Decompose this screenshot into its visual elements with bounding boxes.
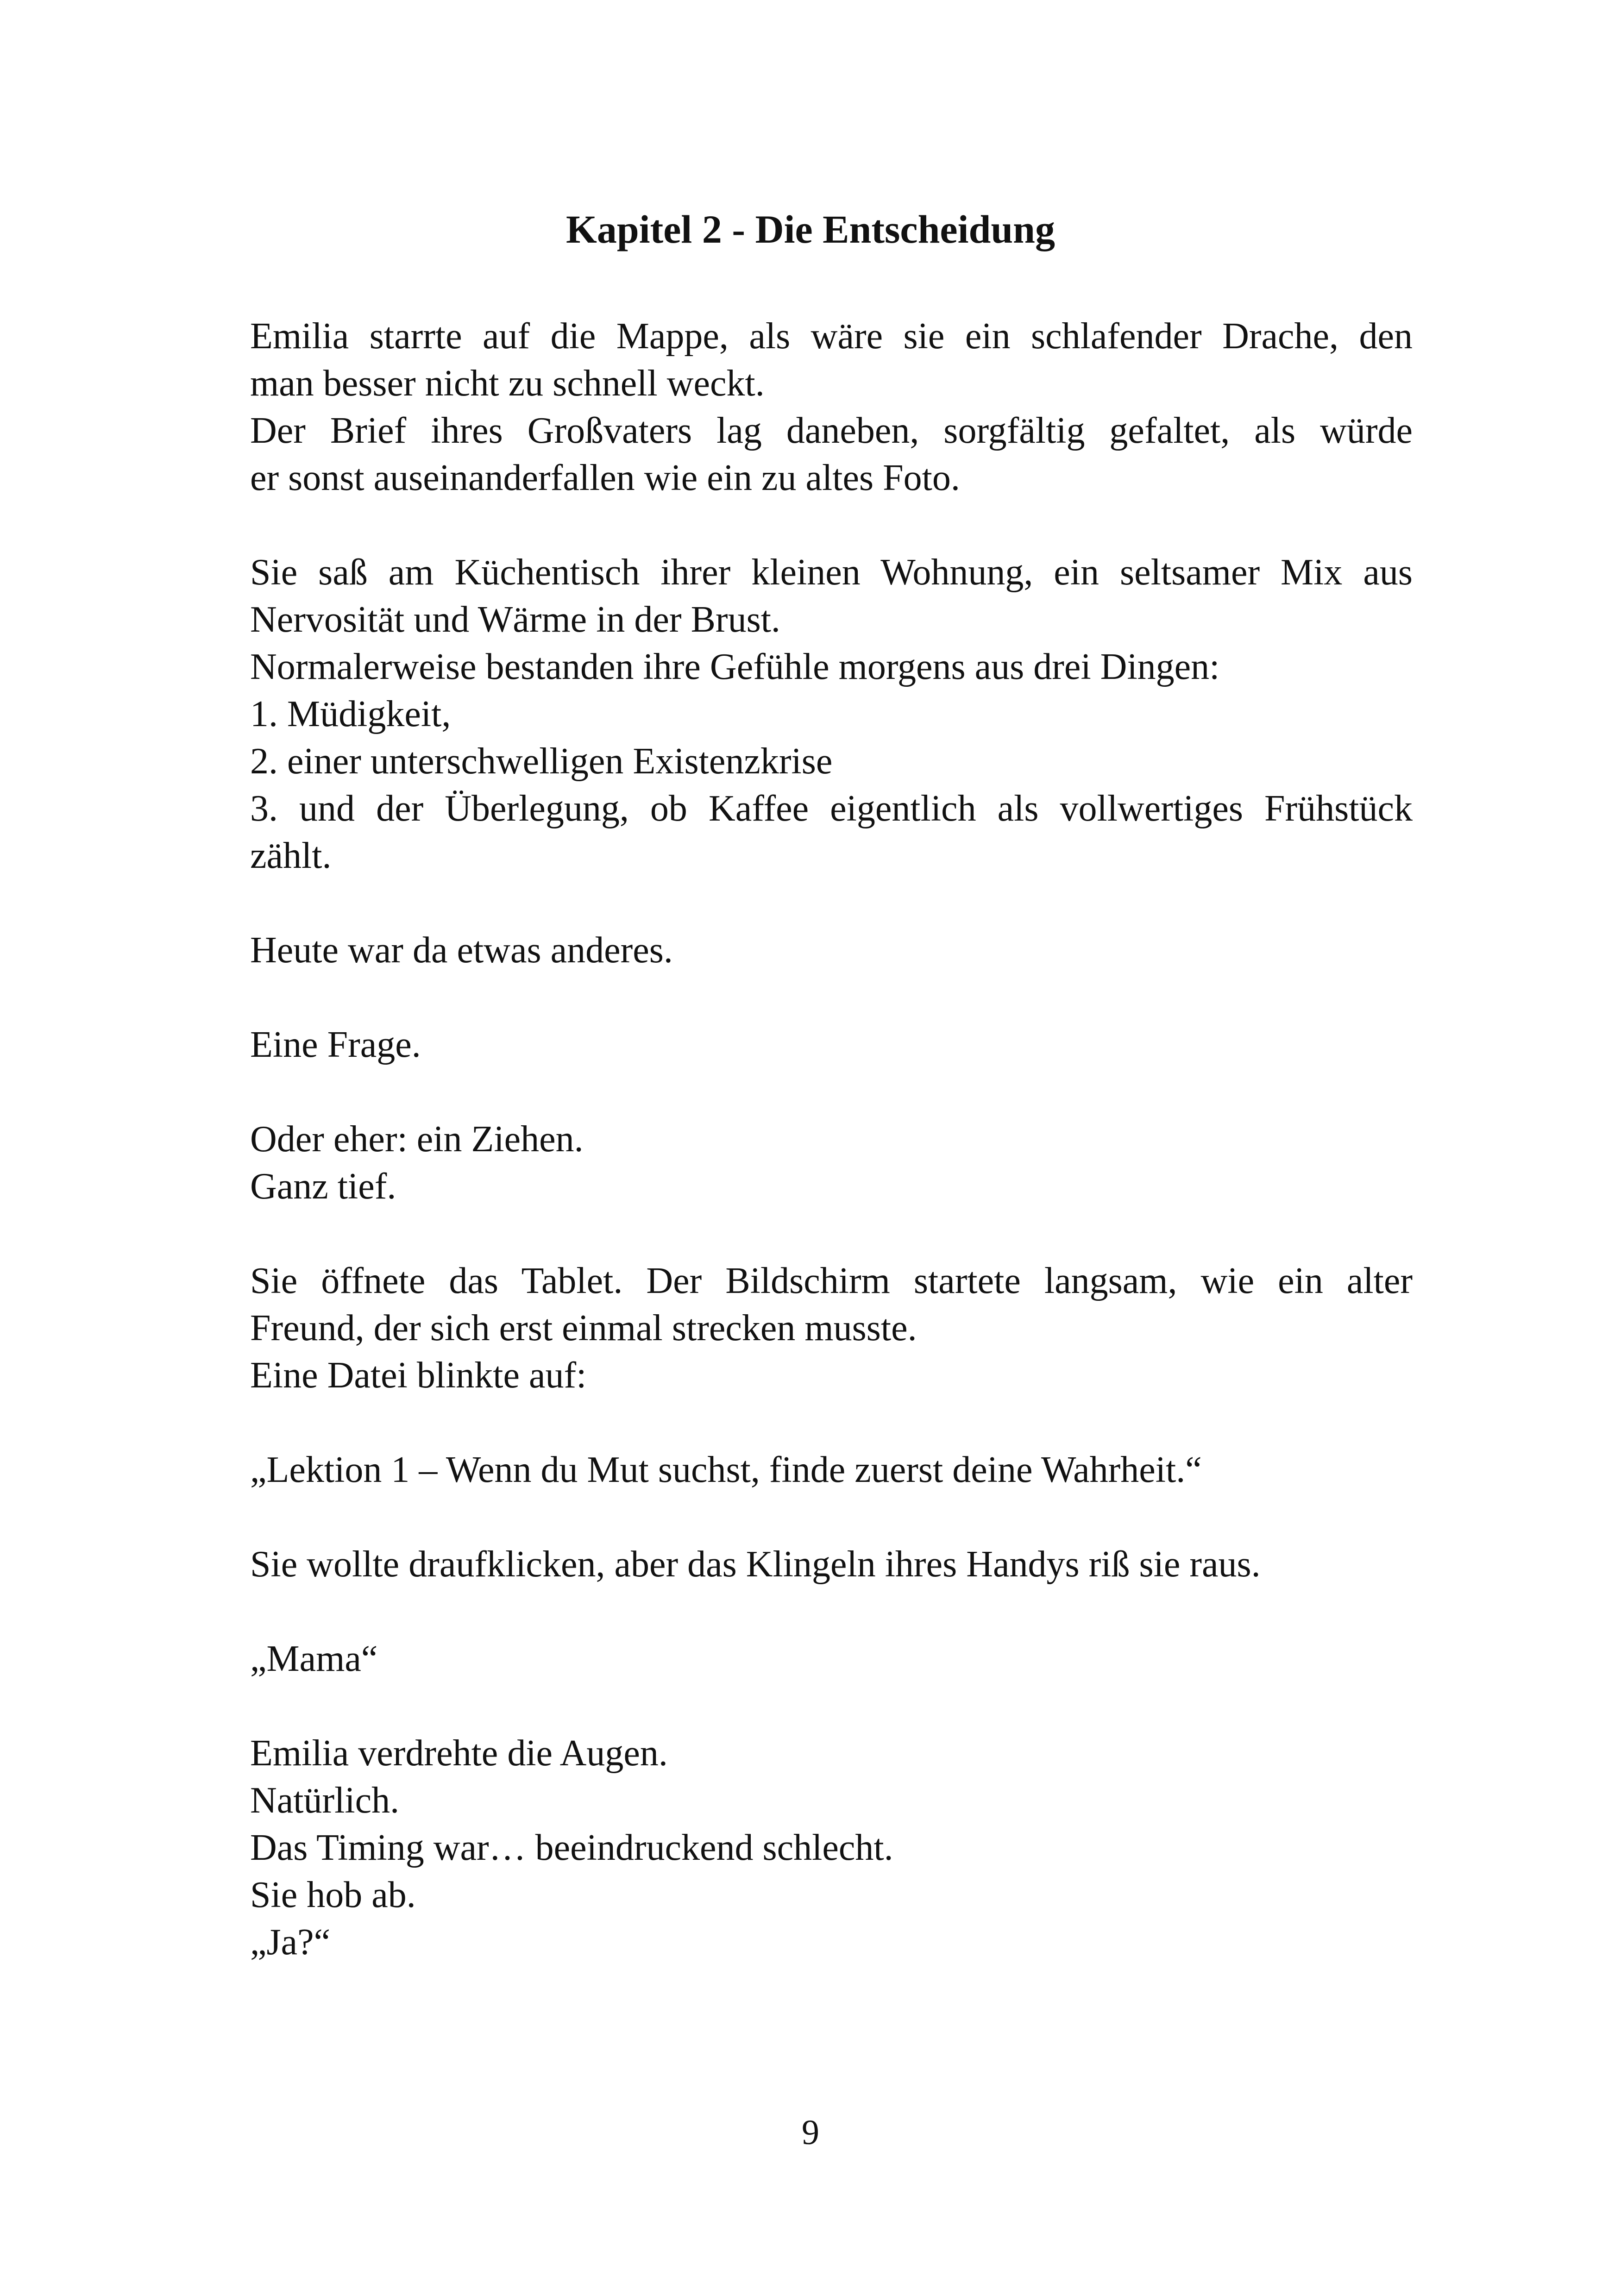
text-line: er sonst auseinanderfallen wie ein zu altes Foto. [250, 458, 960, 498]
paragraph-gap [250, 974, 1413, 1021]
text-line: Oder eher: ein Ziehen. [250, 1119, 584, 1160]
text-line: Sie saß am Küchentisch ihrer kleinen Wohnung, ein seltsamer Mix aus [250, 552, 1413, 593]
paragraph-gap [250, 879, 1413, 927]
text-line: „Mama“ [250, 1638, 378, 1679]
paragraph-gap [250, 1068, 1413, 1116]
text-line: Eine Datei blinkte auf: [250, 1355, 587, 1396]
text-line: Normalerweise bestanden ihre Gefühle morgens aus drei Dingen: [250, 646, 1220, 687]
text-line: Der Brief ihres Großvaters lag daneben, sorgfältig gefaltet, als würde [250, 410, 1413, 451]
text-line: Nervosität und Wärme in der Brust. [250, 599, 780, 640]
chapter-body [250, 313, 1413, 1966]
paragraph-gap [250, 1682, 1413, 1730]
text-line: „Ja?“ [250, 1922, 331, 1963]
text-line: Ganz tief. [250, 1166, 396, 1207]
text-line: Eine Frage. [250, 1024, 421, 1065]
text-line: Emilia starrte auf die Mappe, als wäre sie ein schlafender Drache, den [250, 316, 1413, 357]
text-line: Heute war da etwas anderes. [250, 930, 673, 971]
paragraph-gap [250, 1493, 1413, 1541]
text-line: Sie hob ab. [250, 1875, 416, 1915]
text-line: 3. und der Überlegung, ob Kaffee eigentlich als vollwertiges Frühstück [250, 788, 1413, 829]
text-line: man besser nicht zu schnell weckt. [250, 363, 765, 404]
text-line: Emilia verdrehte die Augen. [250, 1733, 668, 1774]
paragraph-gap [250, 1210, 1413, 1257]
text-line: Sie öffnete das Tablet. Der Bildschirm startete langsam, wie ein alter [250, 1261, 1413, 1301]
paragraph-gap [250, 1588, 1413, 1635]
paragraph-gap [250, 1399, 1413, 1446]
chapter-title: Kapitel 2 - Die Entscheidung [566, 207, 1055, 251]
text-line: Freund, der sich erst einmal strecken musste. [250, 1308, 917, 1349]
text-line: 1. Müdigkeit, [250, 694, 451, 734]
text-line: 2. einer unterschwelligen Existenzkrise [250, 741, 833, 782]
text-line: „Lektion 1 – Wenn du Mut suchst, finde zuerst deine Wahrheit.“ [250, 1449, 1202, 1490]
text-line: Natürlich. [250, 1780, 400, 1821]
page-number: 9 [802, 2113, 819, 2152]
text-line: Das Timing war… beeindruckend schlecht. [250, 1827, 893, 1868]
paragraph-gap [250, 502, 1413, 549]
text-line: Sie wollte draufklicken, aber das Klingeln ihres Handys riß sie raus. [250, 1544, 1261, 1585]
text-line: zählt. [250, 835, 332, 876]
